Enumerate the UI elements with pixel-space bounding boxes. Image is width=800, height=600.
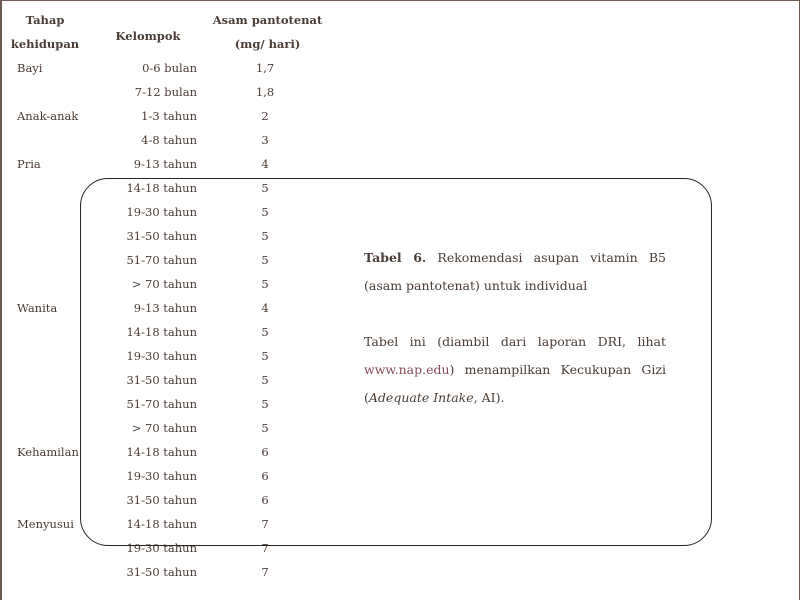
cell-value: 5	[261, 397, 269, 411]
cell-life-stage: Kehamilan	[17, 445, 79, 459]
cell-value: 5	[261, 325, 269, 339]
cell-group: 14-18 tahun	[126, 181, 197, 195]
caption-label: Tabel 6.	[364, 250, 427, 265]
caption-title: Rekomendasi asupan vitamin B5 (asam pantotenat) untuk individual	[364, 250, 666, 293]
caption-body-paragraph	[364, 328, 666, 412]
header-value-line2: (mg/ hari)	[234, 37, 301, 51]
cell-group: 51-70 tahun	[126, 397, 197, 411]
caption-body-text: Tabel ini (diambil dari laporan DRI, lihat	[364, 334, 666, 349]
table-row	[0, 56, 330, 80]
cell-life-stage: Menyusui	[17, 517, 74, 531]
cell-group: 9-13 tahun	[133, 157, 197, 171]
cell-group: 19-30 tahun	[126, 205, 197, 219]
cell-value: 4	[261, 301, 269, 315]
cell-value: 6	[261, 445, 269, 459]
cell-group: 4-8 tahun	[141, 133, 197, 147]
cell-value: 5	[261, 181, 269, 195]
nap-link[interactable]: www.nap.edu	[364, 362, 450, 377]
table-caption	[364, 244, 666, 412]
cell-group: 0-6 bulan	[142, 61, 197, 75]
table-row	[0, 104, 330, 128]
caption-body-end: , AI).	[473, 390, 505, 405]
table-row	[0, 128, 330, 152]
cell-group: 14-18 tahun	[126, 325, 197, 339]
cell-value: 7	[261, 517, 269, 531]
header-life-stage-line1: Tahap	[25, 13, 65, 27]
cell-group: 14-18 tahun	[126, 445, 197, 459]
cell-value: 4	[261, 157, 269, 171]
cell-value: 1,8	[255, 85, 275, 99]
header-life-stage-line2: kehidupan	[10, 37, 80, 51]
cell-value: 5	[261, 277, 269, 291]
header-life-stage	[10, 8, 80, 56]
header-group: Kelompok	[115, 29, 181, 43]
cell-life-stage: Wanita	[17, 301, 58, 315]
cell-group: 19-30 tahun	[126, 469, 197, 483]
cell-group: 7-12 bulan	[134, 85, 197, 99]
page-top-border	[0, 0, 800, 1]
cell-value: 5	[261, 253, 269, 267]
cell-group: 19-30 tahun	[126, 349, 197, 363]
cell-value: 7	[261, 565, 269, 579]
table-row	[0, 560, 330, 584]
cell-value: 3	[261, 133, 269, 147]
cell-group: 31-50 tahun	[126, 493, 197, 507]
cell-group: 31-50 tahun	[126, 565, 197, 579]
cell-group: 31-50 tahun	[126, 229, 197, 243]
cell-value: 2	[261, 109, 269, 123]
cell-group: > 70 tahun	[131, 421, 197, 435]
cell-group: > 70 tahun	[131, 277, 197, 291]
cell-value: 1,7	[255, 61, 275, 75]
cell-life-stage: Anak-anak	[17, 109, 79, 123]
cell-value: 5	[261, 349, 269, 363]
cell-group: 51-70 tahun	[126, 253, 197, 267]
table-row	[0, 152, 330, 176]
cell-group: 1-3 tahun	[141, 109, 197, 123]
caption-title-paragraph	[364, 244, 666, 300]
caption-italic-term: Adequate Intake	[368, 390, 474, 405]
cell-group: 9-13 tahun	[133, 301, 197, 315]
table-row	[0, 80, 330, 104]
cell-value: 5	[261, 229, 269, 243]
cell-value: 6	[261, 493, 269, 507]
cell-life-stage: Bayi	[17, 61, 43, 75]
header-value-line1: Asam pantotenat	[212, 13, 323, 27]
cell-life-stage: Pria	[17, 157, 41, 171]
cell-value: 5	[261, 205, 269, 219]
cell-group: 31-50 tahun	[126, 373, 197, 387]
cell-value: 6	[261, 469, 269, 483]
header-pantothenic-acid	[210, 8, 325, 56]
cell-group: 14-18 tahun	[126, 517, 197, 531]
cell-group: 19-30 tahun	[126, 541, 197, 555]
cell-value: 7	[261, 541, 269, 555]
cell-value: 5	[261, 421, 269, 435]
cell-value: 5	[261, 373, 269, 387]
caption-body-text-2: ) menampilkan Kecukupan Gizi (	[364, 362, 666, 405]
